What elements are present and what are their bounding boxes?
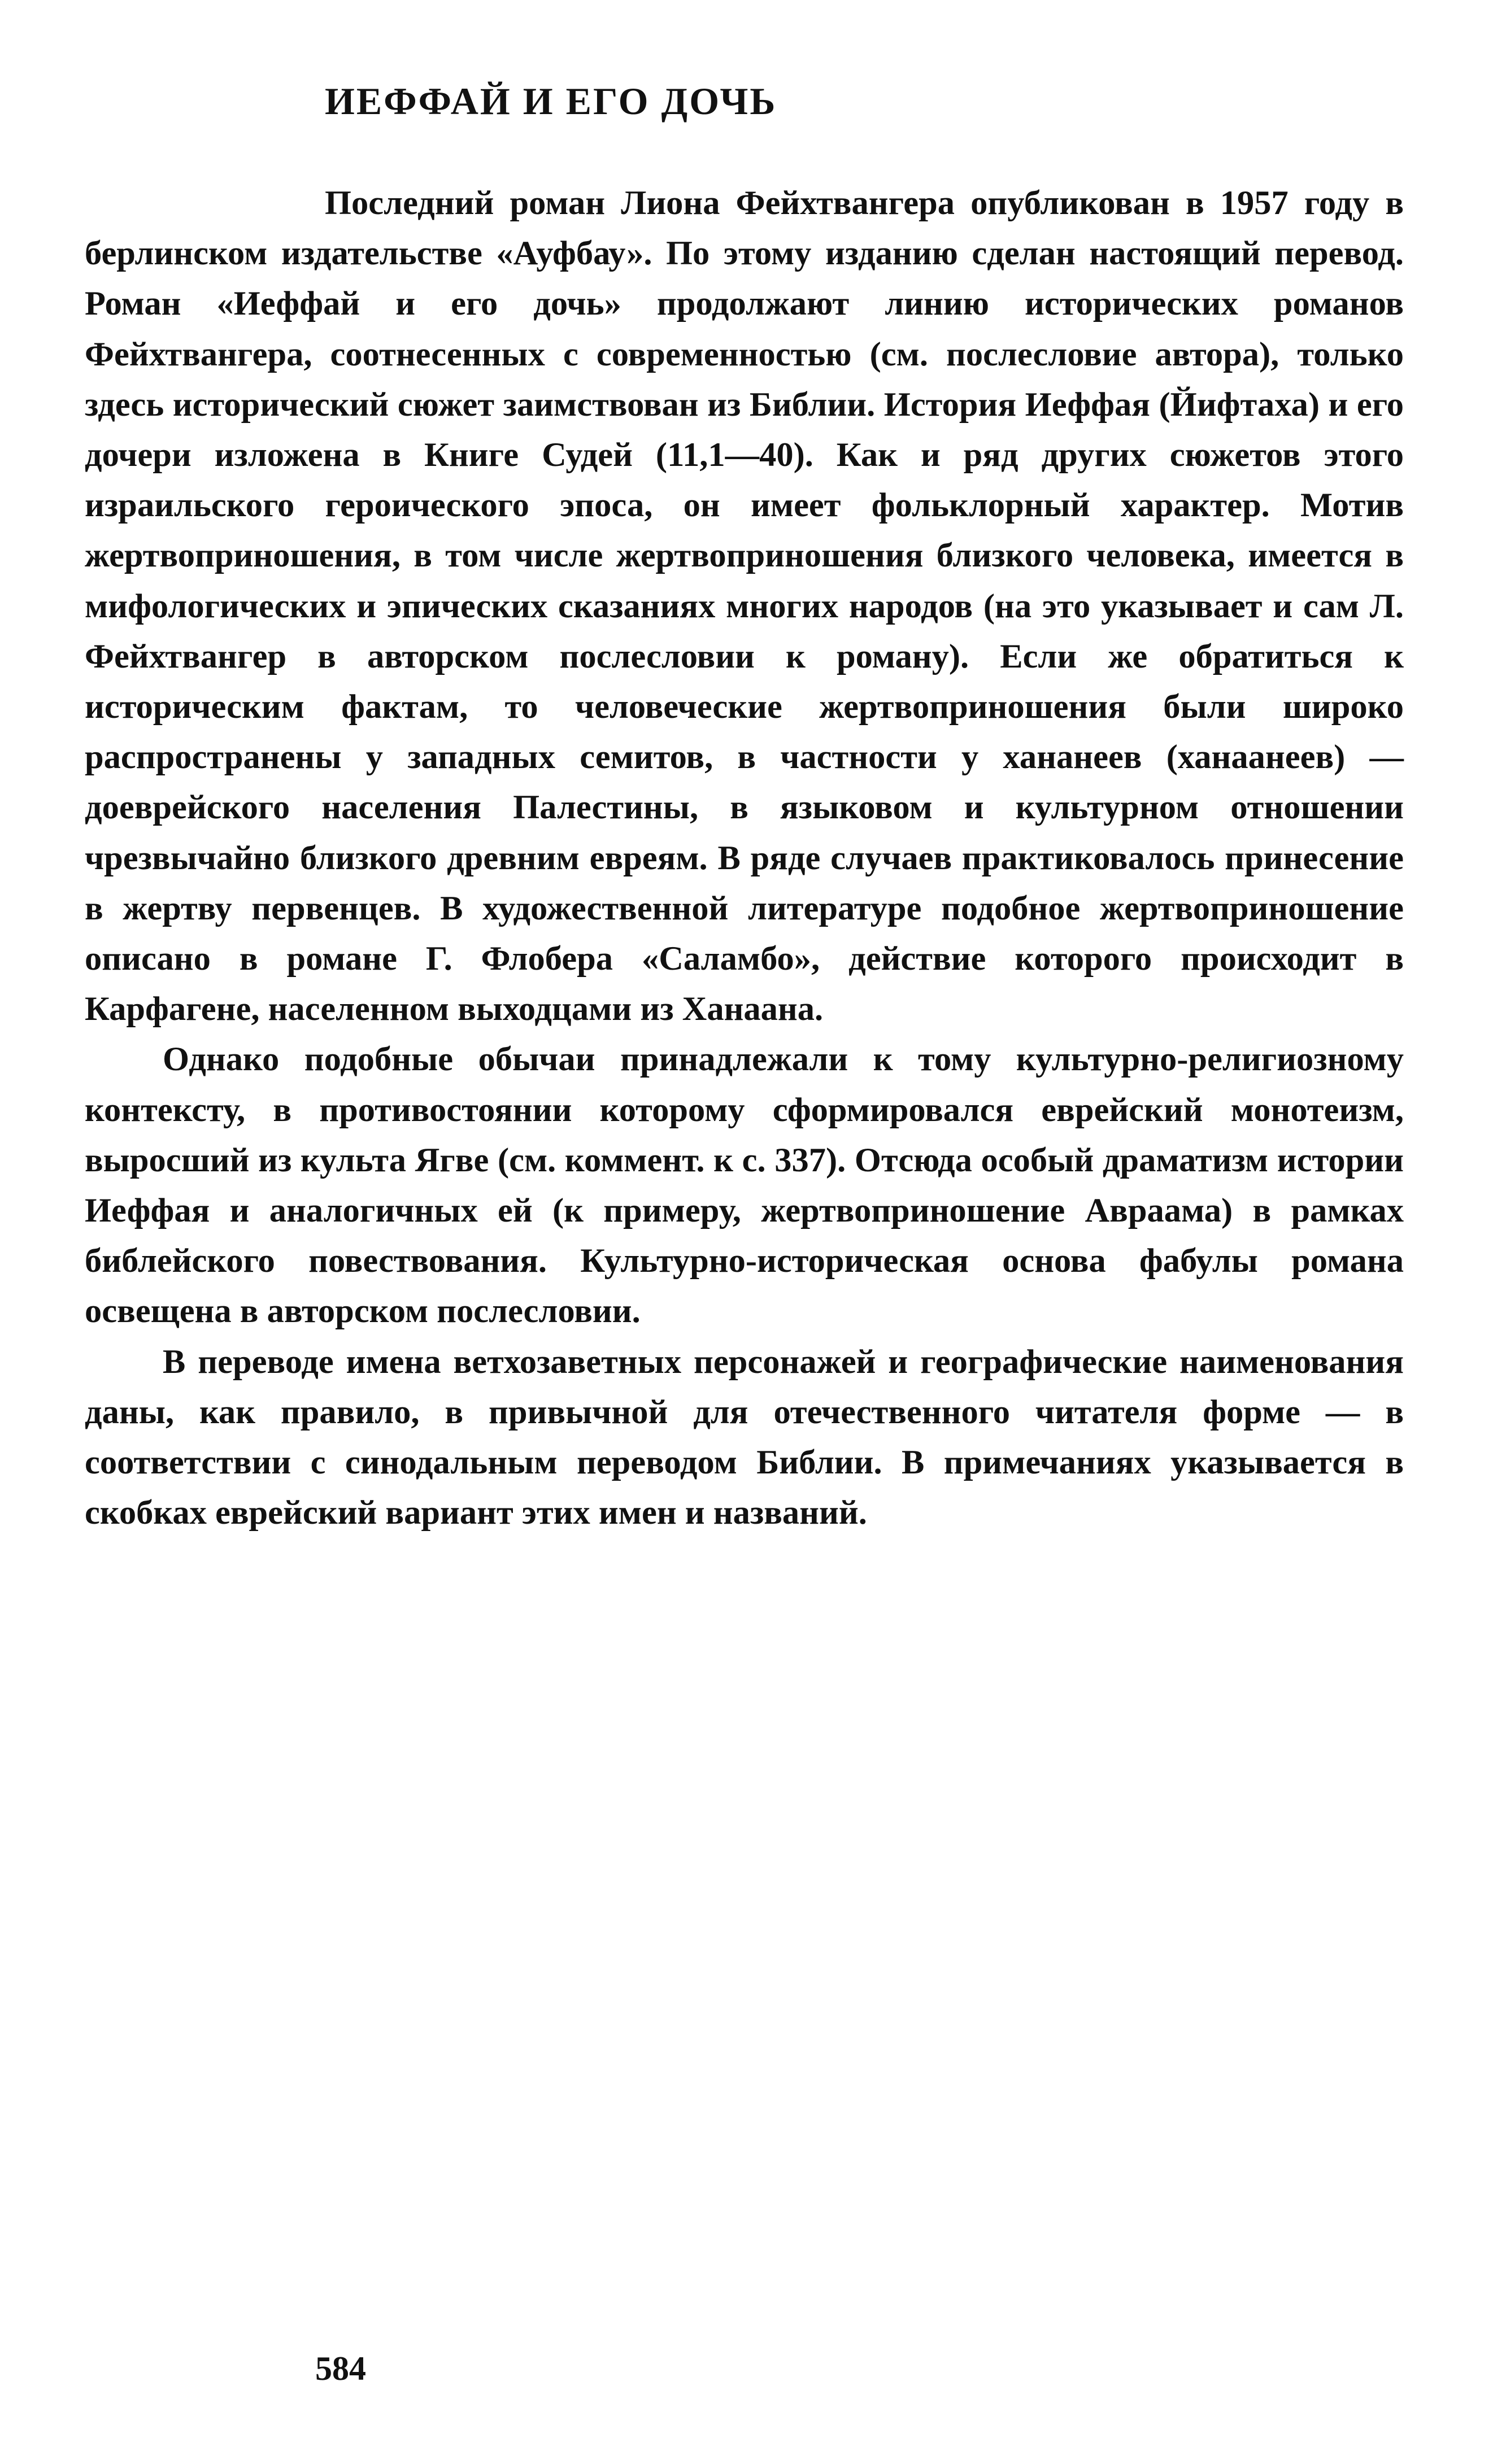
commentary-body (85, 178, 1404, 1538)
chapter-heading: ИЕФФАЙ И ЕГО ДОЧЬ (325, 80, 777, 123)
paragraph-1: Последний роман Лиона Фейхтвангера опубликован в 1957 году в берлинском издательстве «Ауфбау». По этому изданию сделан настоящий перевод. Роман «Иеффай и его дочь» продолжают линию исторических романов Фейхтвангера, соотнесенных с современностью (см. послесловие автора), только здесь исторический сюжет заимствован из Библии. История Иеффая (Йифтаха) и его дочери изложена в Книге Судей (11,1—40). Как и ряд других сюжетов этого израильского героического эпоса, он имеет фольклорный характер. Мотив жертвоприношения, в том числе жертвоприношения близкого человека, имеется в мифологических и эпических сказаниях многих народов (на это указывает и сам Л. Фейхтвангер в авторском послесловии к роману). Если же обратиться к историческим фактам, то человеческие жертвоприношения были широко распространены у западных семитов, в частности у хананеев (ханаанеев) — доеврейского населения Палестины, в языковом и культурном отношении чрезвычайно близкого древним евреям. В ряде случаев практиковалось принесение в жертву первенцев. В художественной литературе подобное жертвоприношение описано в романе Г. Флобера «Саламбо», действие которого происходит в Карфагене, населенном выходцами из Ханаана. (85, 184, 1404, 1028)
paragraph-2: Однако подобные обычаи принадлежали к тому культурно-религиозному контексту, в противостоянии которому сформировался еврейский монотеизм, выросший из культа Ягве (см. коммент. к с. 337). Отсюда особый драматизм истории Иеффая и аналогичных ей (к примеру, жертвоприношение Авраама) в рамках библейского повествования. Культурно-историческая основа фабулы романа освещена в авторском послесловии. (85, 1040, 1404, 1331)
paragraph-3: В переводе имена ветхозаветных персонажей и географические наименования даны, как правило, в привычной для отечественного читателя форме — в соответствии с синодальным переводом Библии. В примечаниях указывается в скобках еврейский вариант этих имен и названий. (85, 1342, 1404, 1532)
page-number: 584 (315, 2350, 366, 2387)
